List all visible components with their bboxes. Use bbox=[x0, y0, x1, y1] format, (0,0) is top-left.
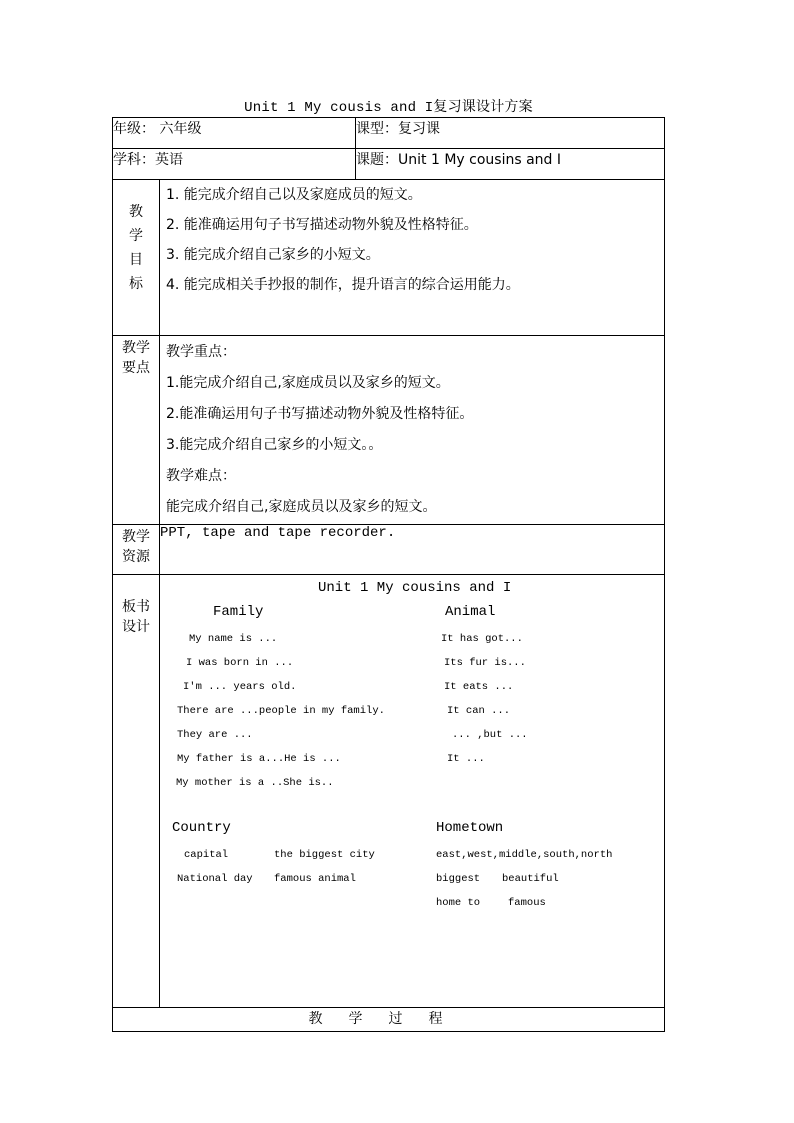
animal-line: It can ... bbox=[447, 705, 511, 717]
hometown-item: beautiful bbox=[502, 873, 559, 885]
animal-line: ... ,but ... bbox=[452, 729, 528, 741]
hometown-item: east,west,middle,south,north bbox=[436, 849, 613, 861]
hometown-item: biggest bbox=[436, 873, 481, 885]
animal-line: Its fur is... bbox=[444, 657, 526, 669]
topic-cell: 课题：Unit 1 My cousins and I bbox=[356, 149, 665, 180]
family-line: My mother is a ..She is.. bbox=[176, 777, 334, 789]
key-point-line: 3.能完成介绍自己家乡的小短文。。 bbox=[166, 437, 383, 453]
objective-item: 3. 能完成介绍自己家乡的小短文。 bbox=[166, 247, 380, 263]
subject-cell: 学科：英语 bbox=[113, 149, 356, 180]
family-line: My father is a...He is ... bbox=[177, 753, 341, 765]
hometown-heading: Hometown bbox=[436, 820, 504, 836]
animal-line: It eats ... bbox=[444, 681, 514, 693]
family-line: I was born in ... bbox=[186, 657, 294, 669]
objective-item: 2. 能准确运用句子书写描述动物外貌及性格特征。 bbox=[166, 217, 478, 233]
key-points-row bbox=[113, 336, 665, 525]
key-points-label: 教学 要点 bbox=[113, 336, 160, 525]
hometown-item: famous bbox=[508, 897, 546, 909]
objective-item: 1. 能完成介绍自己以及家庭成员的短文。 bbox=[166, 187, 422, 203]
grade-cell: 年级： 六年级 bbox=[113, 118, 356, 149]
header-row-2 bbox=[113, 149, 665, 180]
board-row bbox=[113, 575, 665, 1008]
family-line: There are ...people in my family. bbox=[177, 705, 385, 717]
country-item: famous animal bbox=[274, 873, 356, 885]
process-row bbox=[113, 1008, 665, 1032]
resources-content: PPT, tape and tape recorder. bbox=[160, 525, 665, 575]
objectives-label: 教 学 目 标 bbox=[113, 180, 160, 336]
lesson-plan-table bbox=[112, 117, 665, 1032]
key-point-line: 2.能准确运用句子书写描述动物外貌及性格特征。 bbox=[166, 406, 474, 422]
lesson-type-cell: 课型：复习课 bbox=[356, 118, 665, 149]
family-line: They are ... bbox=[177, 729, 253, 741]
key-point-line: 1.能完成介绍自己,家庭成员以及家乡的短文。 bbox=[166, 375, 450, 391]
board-label: 板书 设计 bbox=[113, 575, 160, 1008]
key-points-content bbox=[160, 336, 665, 525]
hometown-item: home to bbox=[436, 897, 481, 909]
family-line: My name is ... bbox=[189, 633, 278, 645]
objectives-content bbox=[160, 180, 665, 336]
key-point-line: 教学重点： bbox=[166, 344, 236, 360]
country-item: capital bbox=[184, 849, 229, 861]
resources-label: 教学 资源 bbox=[113, 525, 160, 575]
family-heading: Family bbox=[213, 604, 264, 620]
family-line: I'm ... years old. bbox=[183, 681, 297, 693]
document-title: Unit 1 My cousis and I复习课设计方案 bbox=[244, 100, 533, 116]
board-content bbox=[160, 575, 665, 1008]
board-title: Unit 1 My cousins and I bbox=[318, 580, 512, 596]
process-heading: 教学过程 bbox=[113, 1008, 665, 1032]
objective-item: 4. 能完成相关手抄报的制作，提升语言的综合运用能力。 bbox=[166, 277, 520, 293]
board-design bbox=[160, 575, 664, 1007]
resources-row bbox=[113, 525, 665, 575]
country-item: National day bbox=[177, 873, 253, 885]
objectives-row bbox=[113, 180, 665, 336]
key-point-line: 教学难点： bbox=[166, 468, 236, 484]
animal-heading: Animal bbox=[445, 604, 496, 620]
key-point-line: 能完成介绍自己,家庭成员以及家乡的短文。 bbox=[166, 499, 437, 515]
country-heading: Country bbox=[172, 820, 231, 836]
animal-line: It has got... bbox=[441, 633, 523, 645]
country-item: the biggest city bbox=[274, 849, 375, 861]
animal-line: It ... bbox=[447, 753, 485, 765]
header-row-1 bbox=[113, 118, 665, 149]
